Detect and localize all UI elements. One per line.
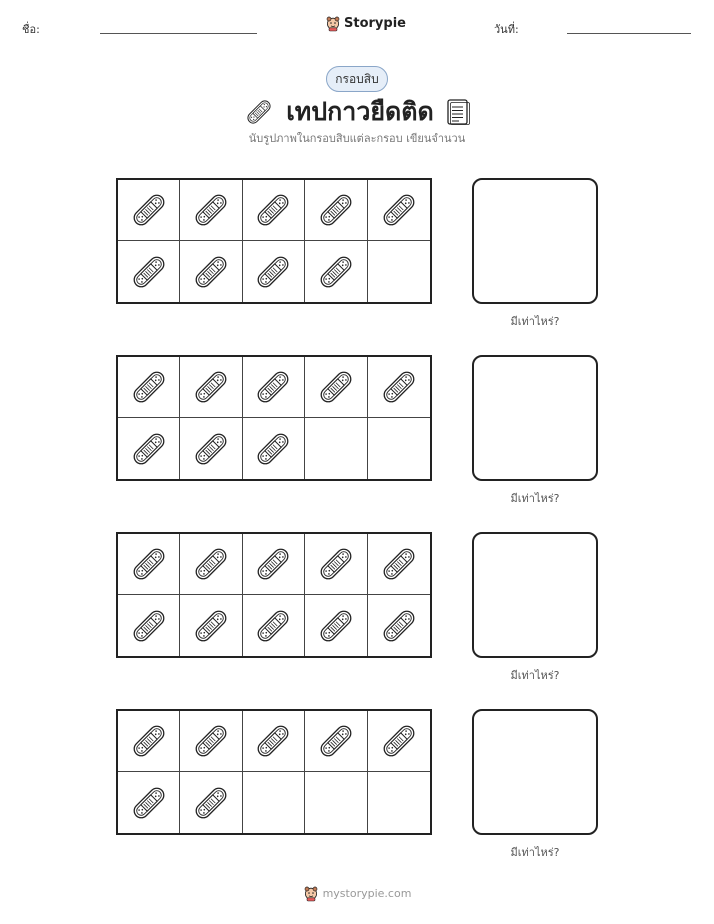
frame-cell: [180, 418, 242, 479]
frame-cell: [243, 534, 305, 595]
frame-cell: [305, 772, 367, 833]
frame-cell: [305, 180, 367, 241]
bandage-icon: [316, 544, 356, 584]
frame-cell: [305, 241, 367, 302]
frame-cell: [368, 418, 430, 479]
bandage-icon: [129, 721, 169, 761]
bandage-icon: [129, 783, 169, 823]
question-label: มีเท่าไหร่?: [510, 315, 560, 328]
mascot-icon: [325, 13, 341, 33]
bandage-icon: [253, 429, 293, 469]
bandage-icon: [191, 721, 231, 761]
bandage-icon: [379, 544, 419, 584]
bandage-icon: [379, 721, 419, 761]
frame-cell: [180, 772, 242, 833]
frame-cell: [118, 534, 180, 595]
answer-box[interactable]: [472, 709, 598, 835]
bandage-icon: [379, 606, 419, 646]
frame-cell: [118, 772, 180, 833]
topic-badge: กรอบสิบ: [326, 66, 388, 92]
notepad-icon: [446, 98, 470, 126]
frame-cell: [368, 357, 430, 418]
page-title: เทปกาวยืดติด: [286, 97, 434, 126]
instructions: นับรูปภาพในกรอบสิบแต่ละกรอบ เขียนจำนวน: [248, 132, 466, 145]
bandage-icon: [191, 429, 231, 469]
bandage-icon: [191, 190, 231, 230]
bandage-icon: [379, 190, 419, 230]
bandage-icon: [253, 721, 293, 761]
frame-cell: [243, 180, 305, 241]
frame-cell: [118, 418, 180, 479]
frame-cell: [243, 418, 305, 479]
question-label: มีเท่าไหร่?: [510, 846, 560, 859]
frame-cell: [118, 241, 180, 302]
ten-frame: [116, 355, 432, 481]
bandage-icon: [129, 252, 169, 292]
bandage-icon: [253, 606, 293, 646]
bandage-icon: [253, 252, 293, 292]
bandage-icon: [129, 190, 169, 230]
bandage-icon: [191, 367, 231, 407]
frame-cell: [305, 711, 367, 772]
bandage-icon: [244, 97, 274, 127]
frame-cell: [180, 534, 242, 595]
bandage-icon: [191, 252, 231, 292]
bandage-icon: [253, 544, 293, 584]
frame-cell: [368, 772, 430, 833]
frame-cell: [368, 180, 430, 241]
ten-frame: [116, 709, 432, 835]
bandage-icon: [253, 190, 293, 230]
brand-name: Storypie: [344, 15, 406, 31]
bandage-icon: [379, 367, 419, 407]
frame-cell: [243, 357, 305, 418]
bandage-icon: [191, 606, 231, 646]
bandage-icon: [316, 721, 356, 761]
date-label: วันที่:: [494, 23, 519, 36]
question-label: มีเท่าไหร่?: [510, 669, 560, 682]
bandage-icon: [129, 367, 169, 407]
bandage-icon: [129, 429, 169, 469]
frame-cell: [118, 357, 180, 418]
brand-logo: [325, 13, 406, 33]
mascot-icon: [303, 883, 319, 903]
frame-cell: [180, 180, 242, 241]
frame-cell: [243, 595, 305, 656]
bandage-icon: [191, 544, 231, 584]
frame-cell: [368, 534, 430, 595]
answer-box[interactable]: [472, 355, 598, 481]
frame-cell: [243, 772, 305, 833]
bandage-icon: [129, 544, 169, 584]
frame-cell: [305, 357, 367, 418]
frame-cell: [243, 711, 305, 772]
frame-cell: [305, 418, 367, 479]
frame-cell: [118, 711, 180, 772]
frame-cell: [118, 595, 180, 656]
name-label: ชื่อ:: [22, 23, 40, 36]
frame-cell: [118, 180, 180, 241]
name-line[interactable]: [100, 33, 257, 34]
title-row: [0, 92, 714, 132]
frame-cell: [368, 595, 430, 656]
bandage-icon: [316, 190, 356, 230]
answer-box[interactable]: [472, 178, 598, 304]
frame-cell: [180, 241, 242, 302]
bandage-icon: [316, 606, 356, 646]
bandage-icon: [129, 606, 169, 646]
frame-cell: [368, 711, 430, 772]
date-line[interactable]: [567, 33, 691, 34]
bandage-icon: [316, 367, 356, 407]
bandage-icon: [253, 367, 293, 407]
frame-cell: [305, 595, 367, 656]
frame-cell: [180, 357, 242, 418]
footer: [0, 883, 714, 903]
answer-box[interactable]: [472, 532, 598, 658]
footer-url[interactable]: mystorypie.com: [322, 886, 412, 900]
question-label: มีเท่าไหร่?: [510, 492, 560, 505]
ten-frame: [116, 178, 432, 304]
frame-cell: [368, 241, 430, 302]
bandage-icon: [316, 252, 356, 292]
frame-cell: [305, 534, 367, 595]
frame-cell: [180, 711, 242, 772]
frame-cell: [180, 595, 242, 656]
ten-frame: [116, 532, 432, 658]
bandage-icon: [191, 783, 231, 823]
frame-cell: [243, 241, 305, 302]
